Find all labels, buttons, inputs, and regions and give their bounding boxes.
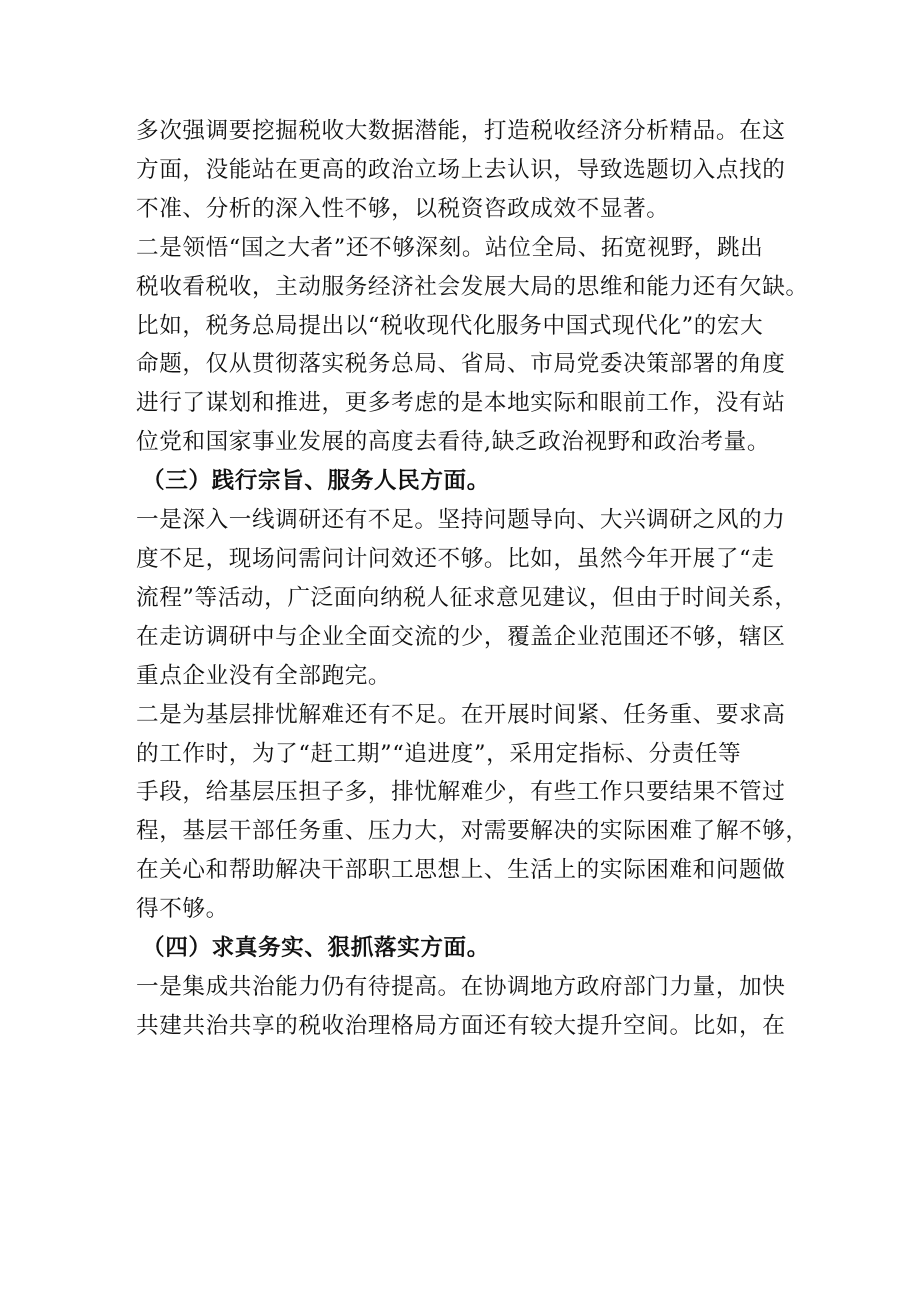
text-line: 得不够。 [136, 896, 229, 923]
text-line: 手段，给基层压担子多，排忧解难少，有些工作只要结果不管过 [136, 779, 786, 806]
text-line: 税收看税收，主动服务经济社会发展大局的思维和能力还有欠缺。 [136, 273, 809, 300]
text-line: 方面，没能站在更高的政治立场上去认识，导致选题切入点找的 [136, 156, 786, 183]
text-line: 命题，仅从贯彻落实税务总局、省局、市局党委决策部署的角度 [136, 351, 786, 378]
text-line: 一是集成共治能力仍有待提高。在协调地方政府部门力量，加快 [136, 973, 786, 1000]
paragraph-2 [136, 229, 809, 462]
text-line: 二是领悟“国之大者”还不够深刻。站位全局、拓宽视野，跳出 [136, 234, 764, 261]
paragraph-4 [136, 696, 809, 929]
text-line: 位党和国家事业发展的高度去看待,缺乏政治视野和政治考量。 [136, 429, 771, 456]
text-line: 共建共治共享的税收治理格局方面还有较大提升空间。比如，在 [136, 1012, 786, 1039]
paragraph-3 [136, 501, 804, 696]
text-line: 多次强调要挖掘税收大数据潜能，打造税收经济分析精品。在这 [136, 118, 786, 144]
text-line: 比如，税务总局提出以“税收现代化服务中国式现代化”的宏大 [136, 312, 764, 339]
text-line: 一是深入一线调研还有不足。坚持问题导向、大兴调研之风的力 [136, 507, 786, 534]
heading-text: （三）践行宗旨、服务人民方面。 [142, 468, 490, 495]
text-line: 在关心和帮助解决干部职工思想上、生活上的实际困难和问题做 [136, 857, 786, 884]
document-body [136, 112, 809, 1046]
text-line: 流程”等活动，广泛面向纳税人征求意见建议，但由于时间关系， [136, 584, 798, 611]
section-heading-4 [136, 929, 804, 968]
text-line: 不准、分析的深入性不够，以税资咨政成效不显著。 [136, 195, 670, 222]
text-line: 重点企业没有全部跑完。 [136, 662, 392, 689]
heading-text: （四）求真务实、狠抓落实方面。 [142, 935, 490, 962]
text-line: 进行了谋划和推进，更多考虑的是本地实际和眼前工作，没有站 [136, 390, 786, 417]
text-line: 在走访调研中与企业全面交流的少，覆盖企业范围还不够，辖区 [136, 623, 786, 650]
text-line: 二是为基层排忧解难还有不足。在开展时间紧、任务重、要求高 [136, 701, 786, 728]
paragraph-1 [136, 112, 804, 229]
text-line: 程，基层干部任务重、压力大，对需要解决的实际困难了解不够， [136, 818, 809, 845]
section-heading-3 [136, 462, 804, 501]
text-line: 度不足，现场问需问计问效还不够。比如，虽然今年开展了“走 [136, 545, 775, 572]
paragraph-5 [136, 968, 804, 1046]
text-line: 的工作时，为了“赶工期”“追进度”，采用定指标、分责任等 [136, 740, 742, 767]
